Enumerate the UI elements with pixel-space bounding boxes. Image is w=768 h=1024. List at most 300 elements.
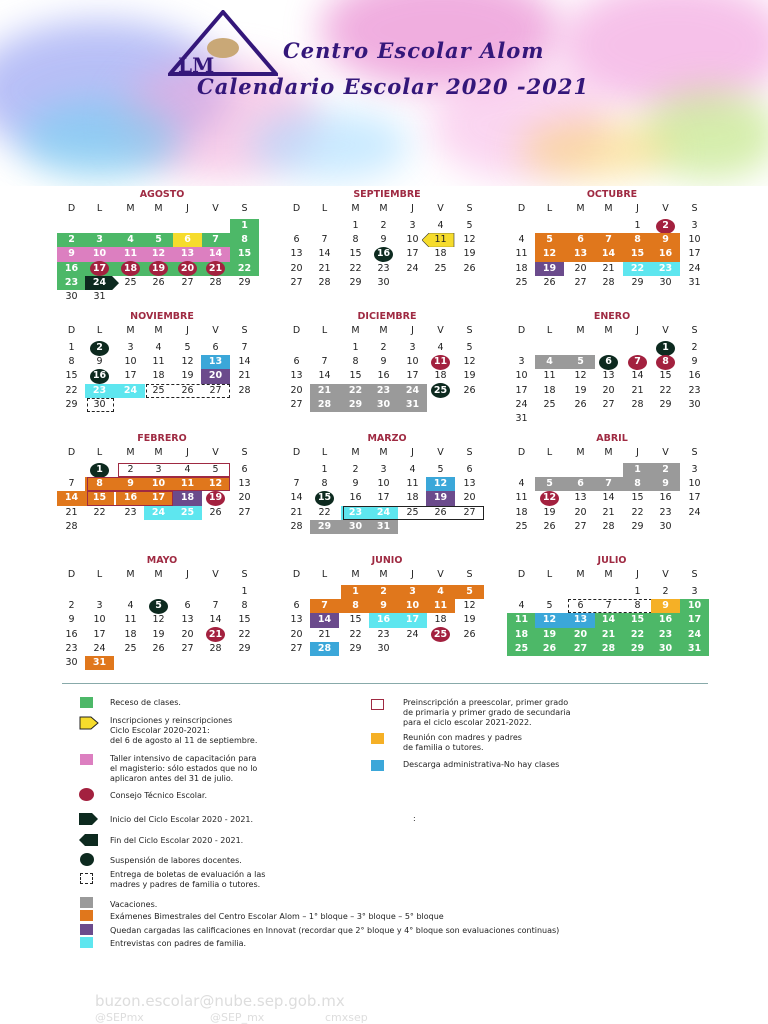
day-cell: 30: [659, 520, 672, 532]
day-cell: 10: [687, 600, 702, 612]
day-cell: 8: [241, 600, 248, 612]
day-cell: 28: [238, 384, 251, 396]
day-cell: 23: [376, 384, 391, 396]
day-cell: 17: [377, 492, 390, 504]
day-cell: 11: [123, 248, 138, 260]
day-cell: 23: [688, 384, 701, 396]
legend-descarga: Descarga administrativa-No hay clases: [403, 760, 560, 769]
day-cell: 22: [630, 262, 645, 274]
day-cell: 15: [65, 370, 78, 382]
month-mayo: [57, 555, 267, 677]
day-header: J: [186, 447, 189, 458]
day-cell: 26: [574, 398, 587, 410]
day-cell: 4: [155, 342, 162, 353]
day-cell: 18: [124, 628, 137, 640]
day-header: S: [691, 325, 698, 336]
reunion-swatch: [371, 733, 384, 744]
day-cell: 25: [434, 262, 447, 274]
day-header: V: [662, 569, 669, 580]
day-header: L: [546, 569, 553, 580]
day-cell: 2: [380, 342, 387, 353]
day-cell: 22: [659, 384, 672, 396]
day-header: V: [212, 325, 219, 336]
day-cell: 23: [659, 506, 672, 518]
day-cell: 23: [377, 262, 390, 274]
legend-suspension: Suspensión de labores docentes.: [110, 856, 242, 865]
day-cell: 23: [658, 628, 673, 640]
day-cell: 13: [602, 370, 615, 382]
legend-boletas: Entrega de boletas de evaluación a las madres y padres de familia o tutores.: [110, 870, 266, 889]
footer-social-cmxsep[interactable]: cmxsep: [325, 1011, 368, 1024]
day-cell: 21: [208, 628, 223, 640]
day-cell: 4: [437, 342, 444, 353]
day-cell: 13: [574, 492, 587, 504]
day-cell: 31: [92, 657, 107, 668]
day-cell: 20: [290, 628, 303, 640]
day-cell: 22: [348, 384, 363, 396]
legend-calificaciones: Quedan cargadas las calificaciones en Innovat (recordar que 2° bloque y 4° bloque son evaluaciones continuas): [110, 926, 560, 935]
day-cell: 22: [237, 262, 252, 274]
day-cell: 21: [318, 262, 331, 274]
day-header: V: [662, 447, 669, 458]
day-header: L: [321, 569, 328, 580]
day-cell: 15: [349, 248, 362, 260]
day-cell: 25: [180, 506, 195, 518]
day-cell: 16: [349, 492, 362, 504]
month-octubre: [507, 189, 717, 311]
day-cell: 19: [574, 384, 587, 396]
day-cell: 27: [602, 398, 615, 410]
day-cell: 19: [208, 492, 223, 504]
day-cell: 18: [180, 492, 195, 504]
month-diciembre: [282, 311, 492, 433]
day-cell: 7: [321, 234, 328, 246]
legend-entrevistas: Entrevistas con padres de familia.: [110, 939, 247, 948]
day-cell: 11: [406, 478, 419, 490]
day-cell: 23: [377, 628, 390, 640]
day-cell: 6: [466, 464, 473, 475]
day-header: J: [636, 325, 639, 336]
day-cell: 16: [376, 614, 391, 626]
day-cell: 18: [434, 370, 447, 382]
day-cell: 18: [515, 506, 528, 518]
day-header: S: [466, 203, 473, 214]
day-cell: 9: [127, 478, 134, 490]
month-marzo: [282, 433, 492, 555]
day-cell: 11: [543, 370, 556, 382]
day-cell: 4: [184, 464, 191, 475]
day-cell: 26: [181, 384, 194, 396]
day-cell: 28: [209, 642, 222, 654]
day-cell: 2: [380, 220, 387, 231]
day-cell: 15: [659, 370, 672, 382]
day-cell: 3: [155, 464, 162, 475]
footer-social-sep-mx[interactable]: @SEP_mx: [210, 1011, 265, 1024]
day-cell: 21: [631, 384, 644, 396]
day-cell: 16: [92, 370, 107, 382]
day-cell: 18: [515, 262, 528, 274]
day-cell: 27: [574, 520, 587, 532]
day-cell: 25: [406, 506, 419, 518]
day-cell: 29: [317, 520, 332, 532]
day-cell: 17: [151, 492, 166, 504]
day-cell: 8: [96, 478, 103, 490]
footer-email[interactable]: buzon.escolar@nube.sep.gob.mx: [95, 992, 345, 1010]
day-header: L: [546, 447, 553, 458]
month-name: MAYO: [146, 555, 178, 566]
day-cell: 10: [151, 478, 166, 490]
day-cell: 1: [241, 586, 248, 597]
descarga-swatch: [371, 760, 384, 771]
day-cell: 2: [68, 234, 75, 246]
day-header: S: [466, 569, 473, 580]
footer-social-sepmx[interactable]: @SEPmx: [95, 1011, 144, 1024]
day-header: D: [292, 203, 301, 214]
day-cell: 15: [349, 614, 362, 626]
day-cell: 31: [515, 413, 528, 424]
day-header: M: [351, 447, 360, 458]
day-cell: 29: [65, 398, 78, 410]
day-cell: 6: [184, 600, 191, 612]
day-cell: 10: [377, 478, 390, 490]
legend-inicio: Inicio del Ciclo Escolar 2020 - 2021.: [110, 815, 254, 824]
day-cell: 17: [124, 370, 137, 382]
day-cell: 6: [212, 342, 219, 353]
day-cell: 3: [409, 586, 416, 597]
day-cell: 27: [290, 398, 303, 410]
day-header: D: [67, 325, 76, 336]
month-julio: [507, 555, 717, 677]
day-cell: 4: [127, 234, 134, 246]
day-cell: 12: [433, 478, 448, 490]
day-header: M: [379, 447, 388, 458]
day-cell: 9: [691, 356, 698, 368]
month-name: AGOSTO: [139, 189, 185, 200]
day-header: V: [437, 203, 444, 214]
day-cell: 20: [574, 262, 587, 274]
day-header: V: [212, 447, 219, 458]
boletas-dashed-icon: [80, 873, 93, 884]
day-cell: 2: [127, 464, 134, 475]
day-cell: 15: [349, 370, 362, 382]
legend-fin: Fin del Ciclo Escolar 2020 - 2021.: [110, 836, 244, 845]
day-cell: 15: [92, 492, 107, 504]
day-cell: 29: [631, 520, 644, 532]
month-febrero: [57, 433, 267, 555]
day-cell: 17: [515, 384, 528, 396]
day-cell: 3: [691, 464, 698, 475]
day-cell: 5: [155, 600, 162, 612]
day-cell: 22: [631, 506, 644, 518]
day-cell: 27: [573, 642, 588, 654]
day-cell: 23: [348, 506, 363, 518]
day-cell: 3: [691, 220, 698, 231]
day-header: M: [154, 325, 163, 336]
taller-swatch: [80, 754, 93, 765]
day-cell: 28: [631, 398, 644, 410]
day-header: V: [662, 203, 669, 214]
day-cell: 18: [123, 262, 138, 274]
day-cell: 16: [123, 492, 138, 504]
calendar-title: Calendario Escolar 2020 -2021: [197, 74, 590, 99]
day-header: D: [517, 569, 526, 580]
day-header: M: [379, 203, 388, 214]
day-cell: 21: [208, 262, 223, 274]
day-cell: 20: [574, 506, 587, 518]
day-header: L: [546, 203, 553, 214]
day-cell: 30: [348, 520, 363, 532]
day-header: M: [576, 569, 585, 580]
day-cell: 31: [687, 642, 702, 654]
day-header: S: [241, 325, 248, 336]
day-cell: 15: [317, 492, 332, 504]
day-cell: 5: [466, 220, 473, 231]
day-header: M: [604, 569, 613, 580]
day-cell: 26: [543, 520, 556, 532]
day-cell: 30: [377, 276, 390, 288]
day-cell: 22: [318, 506, 331, 518]
day-cell: 29: [659, 398, 672, 410]
day-cell: 27: [290, 642, 303, 654]
day-cell: 26: [463, 628, 476, 640]
day-cell: 3: [409, 342, 416, 353]
month-name: FEBRERO: [137, 433, 187, 444]
day-cell: 18: [514, 628, 529, 640]
day-cell: 29: [238, 276, 251, 288]
day-cell: 26: [434, 506, 447, 518]
day-cell: 6: [577, 234, 584, 246]
day-cell: 30: [65, 291, 78, 302]
day-cell: 29: [631, 276, 644, 288]
day-cell: 1: [634, 220, 641, 231]
day-cell: 16: [376, 248, 391, 260]
day-cell: 9: [96, 356, 103, 368]
day-cell: 23: [92, 384, 107, 396]
day-cell: 30: [65, 657, 78, 668]
day-cell: 21: [290, 506, 303, 518]
day-cell: 1: [352, 220, 359, 231]
examenes-swatch: [80, 910, 93, 921]
day-header: M: [576, 325, 585, 336]
day-cell: 2: [68, 600, 75, 612]
day-header: M: [351, 203, 360, 214]
day-cell: 8: [241, 234, 248, 246]
day-header: S: [466, 325, 473, 336]
day-header: M: [351, 325, 360, 336]
day-cell: 17: [687, 614, 702, 626]
day-cell: 29: [348, 398, 363, 410]
month-name: DICIEMBRE: [357, 311, 417, 322]
day-cell: 28: [318, 276, 331, 288]
day-header: V: [437, 447, 444, 458]
month-name: NOVIEMBRE: [130, 311, 194, 322]
day-cell: 4: [518, 478, 525, 490]
day-cell: 7: [605, 478, 612, 490]
day-header: J: [411, 447, 414, 458]
day-cell: 5: [437, 464, 444, 475]
day-cell: 14: [64, 492, 79, 504]
day-header: V: [212, 203, 219, 214]
day-cell: 9: [662, 478, 669, 490]
day-cell: 12: [463, 234, 476, 246]
day-cell: 26: [152, 276, 165, 288]
day-cell: 2: [662, 464, 669, 475]
day-cell: 19: [463, 248, 476, 260]
day-cell: 24: [376, 506, 391, 518]
day-cell: 24: [688, 262, 701, 274]
day-cell: 26: [543, 276, 556, 288]
school-name: Centro Escolar Alom: [283, 38, 545, 63]
day-cell: 12: [181, 356, 194, 368]
day-cell: 10: [124, 356, 137, 368]
day-header: M: [126, 569, 135, 580]
day-cell: 2: [662, 586, 669, 597]
fin-arrow-icon: [79, 834, 99, 846]
day-cell: 7: [68, 478, 75, 490]
day-cell: 7: [241, 342, 248, 353]
day-cell: 5: [155, 234, 162, 246]
day-cell: 13: [290, 614, 303, 626]
day-cell: 13: [290, 248, 303, 260]
day-cell: 20: [463, 492, 476, 504]
day-cell: 13: [208, 356, 223, 368]
day-cell: 19: [542, 628, 557, 640]
day-cell: 7: [634, 356, 641, 368]
legend-taller: Taller intensivo de capacitación para el magisterio: sólo estados que no lo aplicaron antes del 31 de julio.: [110, 754, 258, 783]
day-cell: 23: [124, 506, 137, 518]
day-cell: 5: [577, 356, 584, 368]
day-header: D: [292, 569, 301, 580]
day-cell: 4: [409, 464, 416, 475]
day-cell: 27: [463, 506, 476, 518]
suspension-circle-icon: [80, 853, 94, 866]
day-cell: 3: [96, 600, 103, 612]
day-cell: 20: [290, 262, 303, 274]
day-cell: 3: [518, 356, 525, 368]
day-cell: 19: [151, 262, 166, 274]
day-cell: 20: [290, 384, 303, 396]
day-cell: 1: [634, 586, 641, 597]
day-cell: 17: [688, 492, 701, 504]
legend-consejo: Consejo Técnico Escolar.: [110, 791, 208, 800]
day-cell: 6: [293, 234, 300, 246]
day-cell: 1: [352, 342, 359, 353]
month-name: JULIO: [597, 555, 627, 566]
day-cell: 21: [65, 506, 78, 518]
legend-reunion: Reunión con madres y padres de familia o tutores.: [403, 733, 522, 752]
day-cell: 13: [463, 478, 476, 490]
day-cell: 12: [151, 248, 166, 260]
day-cell: 8: [68, 356, 75, 368]
day-cell: 29: [238, 642, 251, 654]
day-cell: 28: [602, 520, 615, 532]
day-cell: 1: [241, 220, 248, 231]
day-cell: 11: [124, 614, 137, 626]
day-cell: 12: [463, 356, 476, 368]
day-cell: 12: [152, 614, 165, 626]
day-header: M: [379, 569, 388, 580]
day-cell: 1: [321, 464, 328, 475]
day-cell: 18: [434, 248, 447, 260]
day-cell: 30: [377, 642, 390, 654]
day-header: S: [691, 203, 698, 214]
day-cell: 30: [93, 398, 106, 410]
day-cell: 4: [437, 220, 444, 231]
day-cell: 11: [434, 234, 447, 246]
day-header: D: [292, 325, 301, 336]
day-cell: 26: [209, 506, 222, 518]
day-cell: 17: [406, 370, 419, 382]
day-cell: 14: [318, 248, 331, 260]
day-cell: 21: [602, 262, 615, 274]
day-cell: 9: [68, 614, 75, 626]
day-cell: 13: [290, 370, 303, 382]
day-cell: 22: [349, 628, 362, 640]
day-cell: 30: [688, 398, 701, 410]
day-cell: 26: [463, 384, 476, 396]
day-header: V: [662, 325, 669, 336]
day-cell: 24: [687, 628, 702, 640]
day-cell: 13: [181, 614, 194, 626]
day-header: L: [321, 325, 328, 336]
day-header: V: [437, 325, 444, 336]
day-cell: 13: [573, 614, 588, 626]
day-cell: 31: [405, 398, 420, 410]
day-header: J: [411, 203, 414, 214]
day-cell: 21: [602, 506, 615, 518]
day-cell: 11: [180, 478, 195, 490]
day-cell: 1: [634, 464, 641, 475]
day-cell: 3: [96, 234, 103, 246]
day-cell: 7: [212, 234, 219, 246]
day-cell: 28: [601, 642, 616, 654]
day-cell: 18: [406, 492, 419, 504]
day-cell: 26: [542, 642, 557, 654]
day-cell: 29: [630, 642, 645, 654]
day-cell: 22: [93, 506, 106, 518]
day-cell: 13: [573, 248, 588, 260]
day-header: M: [604, 203, 613, 214]
day-header: L: [546, 325, 553, 336]
legend-dots: :: [413, 814, 416, 823]
day-cell: 11: [514, 614, 529, 626]
day-header: D: [67, 447, 76, 458]
day-cell: 11: [152, 356, 165, 368]
day-cell: 8: [634, 478, 641, 490]
day-cell: 15: [630, 248, 645, 260]
day-cell: 21: [318, 628, 331, 640]
day-cell: 12: [542, 614, 557, 626]
day-cell: 6: [293, 600, 300, 612]
day-cell: 24: [405, 384, 420, 396]
day-cell: 16: [658, 614, 673, 626]
month-abril: [507, 433, 717, 555]
day-cell: 14: [601, 614, 616, 626]
day-cell: 2: [96, 342, 103, 353]
day-cell: 14: [318, 370, 331, 382]
day-cell: 27: [181, 642, 194, 654]
day-cell: 7: [605, 600, 612, 612]
day-cell: 12: [542, 492, 557, 504]
day-cell: 17: [93, 628, 106, 640]
day-cell: 3: [409, 220, 416, 231]
day-cell: 10: [688, 478, 701, 490]
day-header: M: [126, 447, 135, 458]
day-cell: 5: [546, 234, 553, 246]
day-cell: 28: [317, 642, 332, 654]
day-cell: 25: [515, 520, 528, 532]
day-cell: 3: [691, 586, 698, 597]
